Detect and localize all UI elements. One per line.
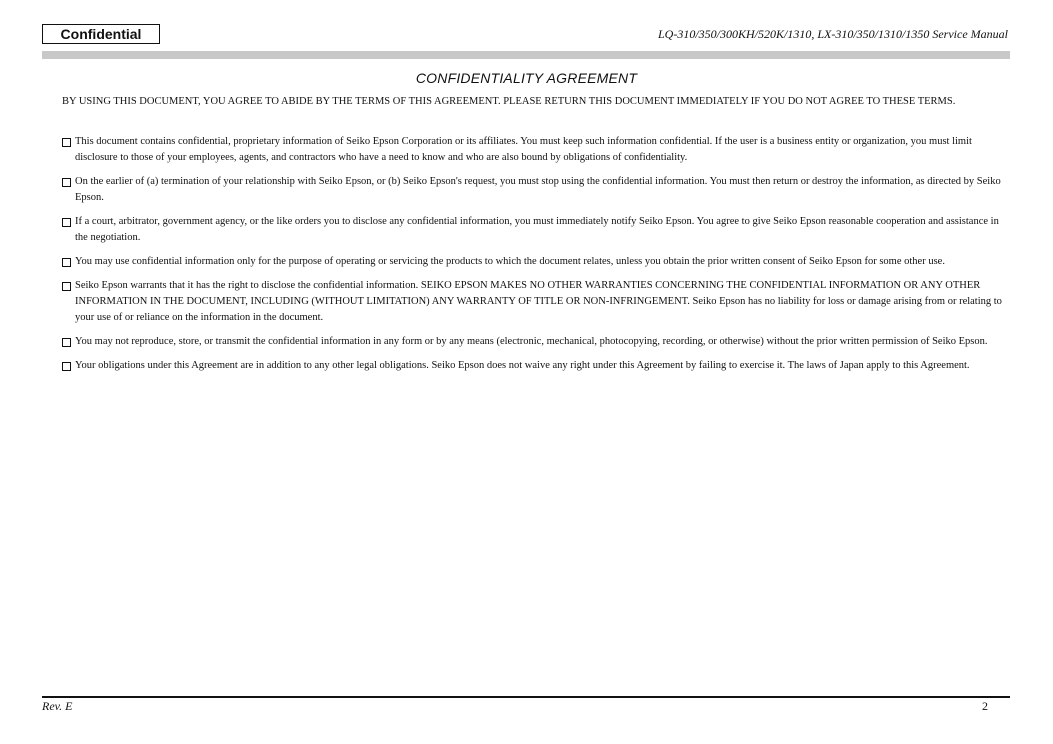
header-divider-bar bbox=[42, 51, 1010, 59]
clause-text: On the earlier of (a) termination of your relationship with Seiko Epson, or (b) Seiko Epson's request, you must stop using the confidential information. You must then return or destroy the information, as directed by Seiko Epson. bbox=[75, 176, 1001, 203]
document-heading: CONFIDENTIALITY AGREEMENT bbox=[415, 70, 638, 86]
clause-item bbox=[62, 174, 1008, 206]
clause-item bbox=[62, 134, 1008, 166]
revision-label: Rev. E bbox=[42, 699, 73, 713]
intro-paragraph: BY USING THIS DOCUMENT, YOU AGREE TO ABIDE BY THE TERMS OF THIS AGREEMENT. PLEASE RETURN THIS DOCUMENT IMMEDIATELY IF YOU DO NOT AGREE TO THESE TERMS. bbox=[62, 96, 956, 107]
clause-text: This document contains confidential, proprietary information of Seiko Epson Corporation or its affiliates. You must keep such information confidential. If the user is a business entity or organization, you must limit disclosure to those of your employees, agents, and contractors who have a need to know and who are also bound by obligations of confidentiality. bbox=[75, 136, 972, 163]
checkbox-square-icon bbox=[62, 282, 71, 291]
manual-title: LQ-310/350/300KH/520K/1310, LX-310/350/1310/1350 Service Manual bbox=[658, 27, 1008, 41]
clause-item bbox=[62, 214, 1008, 246]
clause-item bbox=[62, 278, 1008, 326]
clause-text: If a court, arbitrator, government agency, or the like orders you to disclose any confidential information, you must immediately notify Seiko Epson. You agree to give Seiko Epson reasonable cooperation and assistance in the negotiation. bbox=[75, 216, 999, 243]
clause-text: Seiko Epson warrants that it has the right to disclose the confidential information. SEIKO EPSON MAKES NO OTHER WARRANTIES CONCERNING THE CONFIDENTIAL INFORMATION OR ANY OTHER INFORMATION IN THE DOCUMENT, INCLUDING (WITHOUT LIMITATION) ANY WARRANTY OF TITLE OR NON-INFRINGEMENT. Seiko Epson has no liability for loss or damage arising from or relating to your use of or reliance on the information in the document. bbox=[75, 280, 1002, 323]
clause-list bbox=[62, 134, 1008, 382]
confidential-label: Confidential bbox=[42, 24, 160, 44]
checkbox-square-icon bbox=[62, 218, 71, 227]
checkbox-square-icon bbox=[62, 258, 71, 267]
checkbox-square-icon bbox=[62, 138, 71, 147]
clause-text: You may not reproduce, store, or transmit the confidential information in any form or by any means (electronic, mechanical, photocopying, recording, or otherwise) without the prior written permission of Seiko Epson. bbox=[75, 336, 988, 347]
checkbox-square-icon bbox=[62, 178, 71, 187]
clause-item bbox=[62, 334, 1008, 350]
checkbox-square-icon bbox=[62, 338, 71, 347]
clause-text: You may use confidential information only for the purpose of operating or servicing the products to which the document relates, unless you obtain the prior written consent of Seiko Epson for some other use. bbox=[75, 256, 945, 267]
checkbox-square-icon bbox=[62, 362, 71, 371]
clause-text: Your obligations under this Agreement are in addition to any other legal obligations. Seiko Epson does not waive any right under this Agreement by failing to exercise it. The laws of Japan apply to this Agreement. bbox=[75, 360, 970, 371]
page-number: 2 bbox=[982, 699, 988, 713]
clause-item bbox=[62, 358, 1008, 374]
footer-divider bbox=[42, 696, 1010, 698]
clause-item bbox=[62, 254, 1008, 270]
